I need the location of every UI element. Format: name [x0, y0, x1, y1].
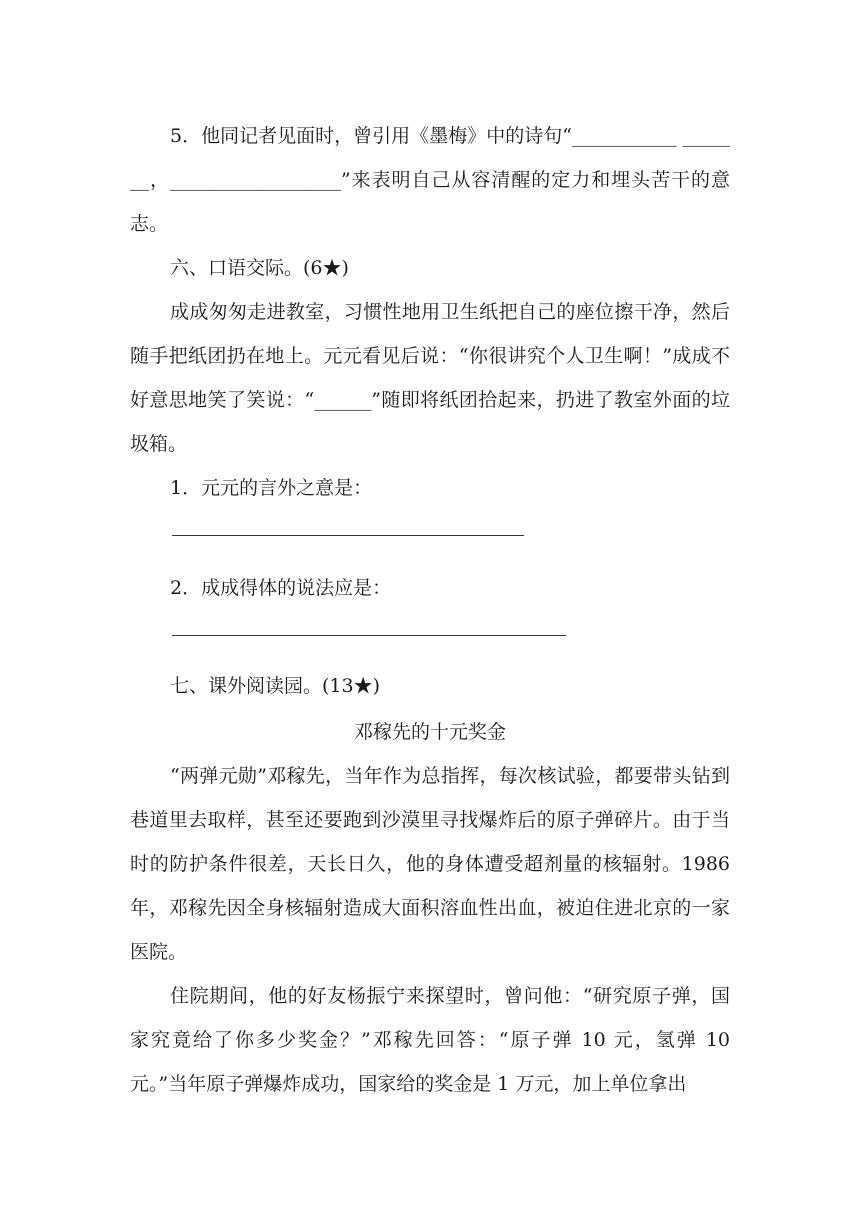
question-2-answer-line[interactable] [172, 634, 566, 636]
question-2-label: 2．成成得体的说法应是： [170, 577, 392, 599]
section-6-passage: 成成匆匆走进教室，习惯性地用卫生纸把自己的座位擦干净，然后随手把纸团扔在地上。元元看见后说：“你很讲究个人卫生啊！”成成不好意思地笑了笑说：“______”随即将纸团拾起来，扔进了教室外面的垃圾箱。 [130, 301, 730, 455]
reading-paragraph-2: 住院期间，他的好友杨振宁来探望时，曾问他：“研究原子弹，国家究竟给了你多少奖金？”邓稼先回答：“原子弹 10 元，氢弹 10 元。”当年原子弹爆炸成功，国家给的奖金是 1 万元，加上单位拿出 [130, 985, 730, 1095]
section-7-heading: 七、课外阅读园。(13★) [170, 675, 381, 697]
reading-title: 邓稼先的十元奖金 [353, 721, 506, 743]
question-1-answer-line[interactable] [172, 534, 524, 536]
question-1-label: 1．元元的言外之意是： [170, 477, 373, 499]
section-6-heading: 六、口语交际。(6★) [170, 257, 349, 279]
reading-paragraph-1: “两弹元勋”邓稼先，当年作为总指挥，每次核试验，都要带头钻到巷道里去取样，甚至还要跑到沙漠里寻找爆炸后的原子弹碎片。由于当时的防护条件很差，天长日久，他的身体遭受超剂量的核辐射。1986 年，邓稼先因全身核辐射造成大面积溶血性出血，被迫住进北京的一家医院。 [130, 765, 730, 963]
question-5: 5．他同记者见面时，曾引用《墨梅》中的诗句“___________ _______，__________________”来表明自己从容清醒的定力和埋头苦干的意志。 [130, 125, 730, 235]
